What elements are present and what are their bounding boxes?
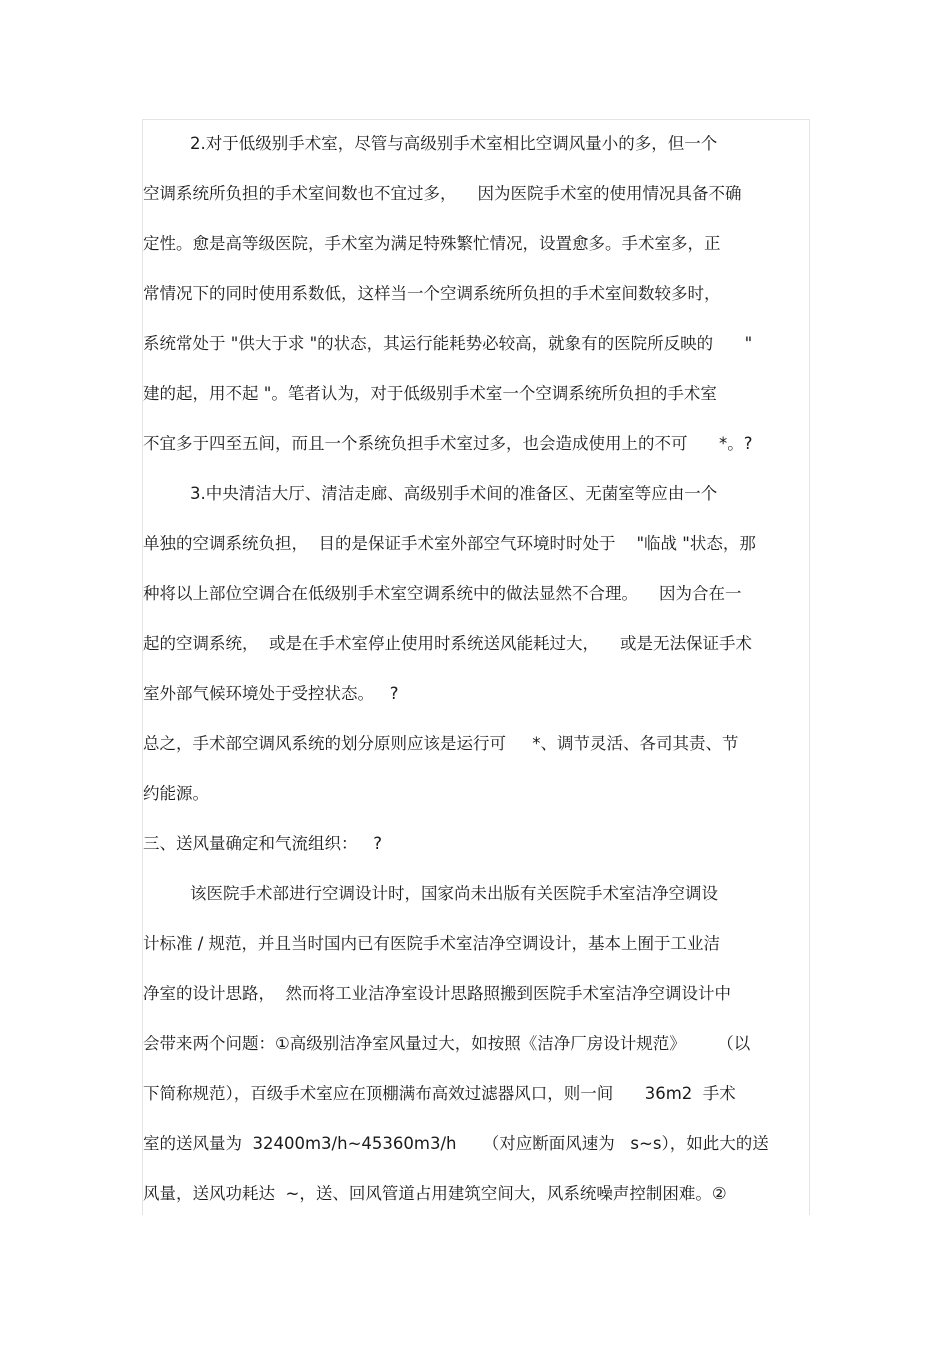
paragraph-2-line-7: 不宜多于四至五间，而且一个系统负担手术室过多，也会造成使用上的不可 *。? xyxy=(143,434,753,453)
summary-line-1: 总之，手术部空调风系统的划分原则应该是运行可 *、调节灵活、各司其责、节 xyxy=(143,734,739,753)
section-paragraph-line-4: 会带来两个问题：①高级别洁净室风量过大，如按照《洁净厂房设计规范》 （以 xyxy=(143,1034,751,1053)
paragraph-2-line-5: 系统常处于 "供大于求 "的状态，其运行能耗势必较高，就象有的医院所反映的 " xyxy=(143,334,753,353)
section-paragraph-line-5: 下简称规范），百级手术室应在顶棚满布高效过滤器风口，则一间 36m2 手术 xyxy=(143,1084,736,1103)
paragraph-2-line-4: 常情况下的同时使用系数低，这样当一个空调系统所负担的手术室间数较多时， xyxy=(143,284,721,303)
section-paragraph-line-3: 净室的设计思路， 然而将工业洁净室设计思路照搬到医院手术室洁净空调设计中 xyxy=(143,984,731,1003)
paragraph-3-line-2: 单独的空调系统负担， 目的是保证手术室外部空气环境时时处于 "临战 "状态，那 xyxy=(143,534,756,553)
paragraph-2-line-1: 2.对于低级别手术室，尽管与高级别手术室相比空调风量小的多，但一个 xyxy=(190,134,718,153)
paragraph-3-line-5: 室外部气候环境处于受控状态。 ? xyxy=(143,684,399,703)
paragraph-3-line-4: 起的空调系统， 或是在手术室停止使用时系统送风能耗过大， 或是无法保证手术 xyxy=(143,634,752,653)
paragraph-3-line-3: 种将以上部位空调合在低级别手术室空调系统中的做法显然不合理。 因为合在一 xyxy=(143,584,742,603)
section-paragraph-line-6: 室的送风量为 32400m3/h~45360m3/h （对应断面风速为 s~s），如此大的送 xyxy=(143,1134,769,1153)
section-paragraph-line-2: 计标准 / 规范，并且当时国内已有医院手术室洁净空调设计，基本上囿于工业洁 xyxy=(143,934,721,953)
section-paragraph-line-1: 该医院手术部进行空调设计时，国家尚未出版有关医院手术室洁净空调设 xyxy=(190,884,718,903)
paragraph-2-line-6: 建的起，用不起 "。笔者认为，对于低级别手术室一个空调系统所负担的手术室 xyxy=(143,384,717,403)
summary-line-2: 约能源。 xyxy=(143,784,209,803)
section-heading: 三、送风量确定和气流组织： ? xyxy=(143,834,382,853)
paragraph-3-line-1: 3.中央清洁大厅、清洁走廊、高级别手术间的准备区、无菌室等应由一个 xyxy=(190,484,718,503)
paragraph-2-line-2: 空调系统所负担的手术室间数也不宜过多， 因为医院手术室的使用情况具备不确 xyxy=(143,184,742,203)
paragraph-2-line-3: 定性。愈是高等级医院，手术室为满足特殊繁忙情况，设置愈多。手术室多，正 xyxy=(143,234,721,253)
section-paragraph-line-7: 风量，送风功耗达 ~，送、回风管道占用建筑空间大，风系统噪声控制困难。② xyxy=(143,1184,727,1203)
